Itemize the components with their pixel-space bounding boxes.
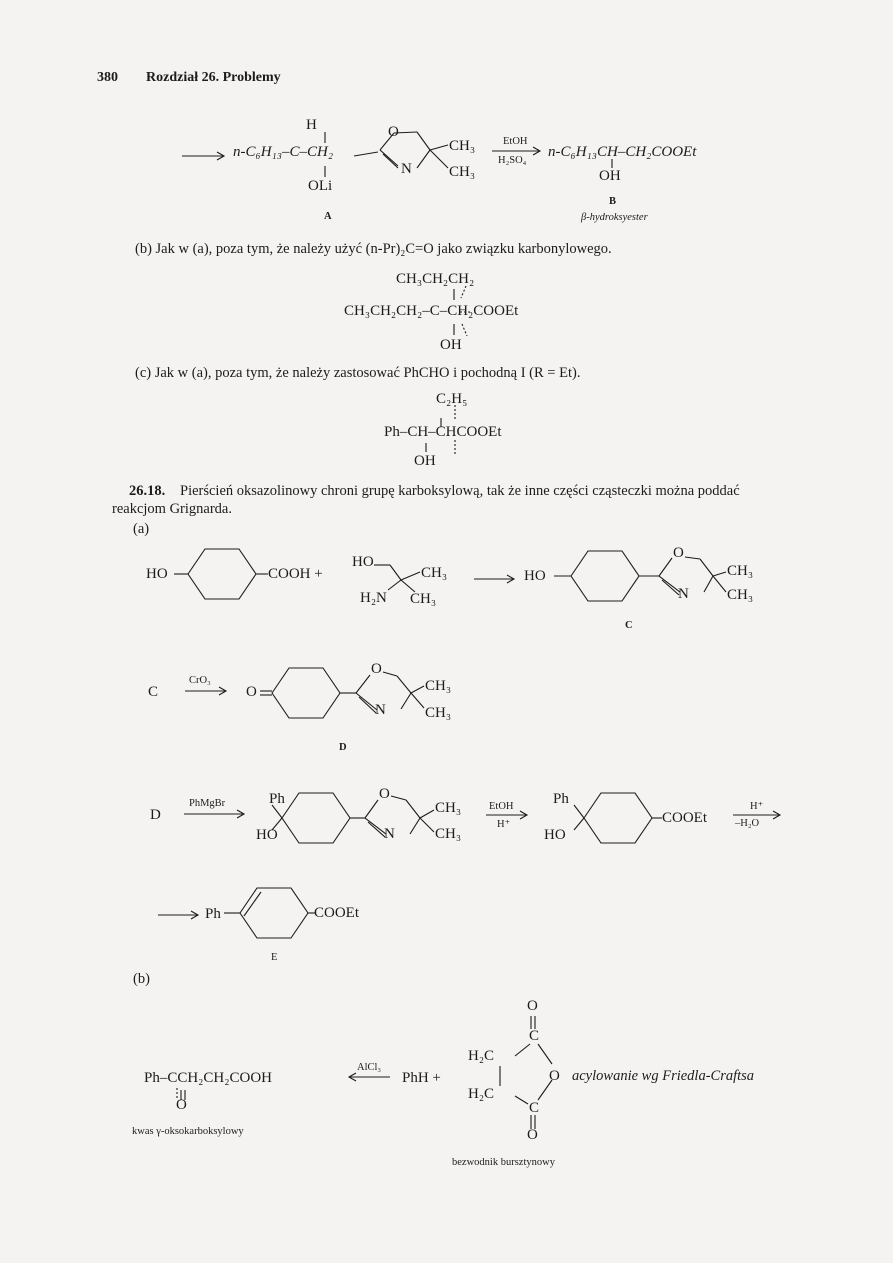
product-d-ch3-a: CH₃ xyxy=(425,678,452,694)
ch3-bottom-label: CH₃ xyxy=(449,164,476,180)
problem-text-line2: reakcjom Grignarda. xyxy=(112,501,232,517)
label-part-a: (a) xyxy=(133,521,150,537)
grignard-ph: Ph xyxy=(269,791,285,807)
product-c-o: O xyxy=(673,545,684,561)
product-d-ch3-b: CH₃ xyxy=(425,705,452,721)
reagent-h-plus-2: H⁺ xyxy=(750,801,764,812)
part-c-line2: Ph–CH–CHCOOEt xyxy=(384,424,502,440)
ch3-top-label: CH₃ xyxy=(449,138,476,154)
label-a: A xyxy=(324,211,332,222)
oxoacid-name: kwas γ-oksokarboksylowy xyxy=(132,1126,244,1137)
product-c-ch3-b: CH₃ xyxy=(727,587,754,603)
ester-ph: Ph xyxy=(553,791,569,807)
ester-ho: HO xyxy=(544,827,566,843)
problem-number: 26.18. xyxy=(129,483,166,499)
product-c-ho: HO xyxy=(524,568,546,584)
problem-text-line1: Pierścień oksazolinowy chroni grupę karboksylową, tak że inne części cząsteczki można poddać xyxy=(180,483,740,499)
ester-cooet: COOEt xyxy=(662,810,707,826)
reactant-formula: n-C₆H₁₃–C–CH₂ xyxy=(233,144,334,160)
ring-o-label: O xyxy=(388,124,399,140)
product-c-n: N xyxy=(678,586,689,602)
reagent-minus-h2o: –H₂O xyxy=(735,818,760,829)
anhydride-h2c-top: H₂C xyxy=(468,1048,495,1064)
anhydride-h2c-bottom: H₂C xyxy=(468,1086,495,1102)
product-d-n: N xyxy=(375,702,386,718)
anhydride-name: bezwodnik bursztynowy xyxy=(452,1157,555,1168)
reagent-alcl3: AlCl₃ xyxy=(357,1062,382,1073)
anhydride-o-bottom: O xyxy=(527,1127,538,1143)
reagent-etoh: EtOH xyxy=(503,136,528,147)
oxoacid-o: O xyxy=(176,1097,187,1113)
aminoalcohol-ch3-a: CH₃ xyxy=(421,565,448,581)
grignard-n: N xyxy=(384,826,395,842)
ho-label: HO xyxy=(146,566,168,582)
product-e-cooet: COOEt xyxy=(314,905,359,921)
label-d: D xyxy=(339,742,347,753)
part-b-text: (b) Jak w (a), poza tym, że należy użyć (n-Pr)₂C=O jako związku karbonylowego. xyxy=(135,241,612,257)
chapter-title: Rozdział 26. Problemy xyxy=(146,70,281,85)
label-b: B xyxy=(609,196,617,207)
beta-hydroxyester-name: β-hydroksyester xyxy=(581,212,648,223)
label-e: E xyxy=(271,952,278,963)
anhydride-c-top: C xyxy=(529,1028,540,1044)
part-c-oh: OH xyxy=(414,453,436,469)
product-b-formula: n-C₆H₁₃CH–CH₂COOEt xyxy=(548,144,697,160)
h-label: H xyxy=(306,117,317,133)
page-number: 380 xyxy=(97,70,118,85)
grignard-ch3-a: CH₃ xyxy=(435,800,462,816)
cooh-plus-label: COOH + xyxy=(268,566,323,582)
oli-label: OLi xyxy=(308,178,333,194)
label-c: C xyxy=(625,620,633,631)
part-c-line1: C₂H₅ xyxy=(436,391,468,407)
d-start-c: C xyxy=(148,684,159,700)
reagent-phmgbr: PhMgBr xyxy=(189,798,226,809)
ring-n-label: N xyxy=(401,161,412,177)
anhydride-ring-o: O xyxy=(549,1068,560,1084)
product-c-ch3-a: CH₃ xyxy=(727,563,754,579)
label-part-b: (b) xyxy=(133,971,150,987)
oxoacid-formula: Ph–CCH₂CH₂COOH xyxy=(144,1070,272,1086)
part-b-line2: CH₃CH₂CH₂–C–CH₂COOEt xyxy=(344,303,519,319)
aminoalcohol-ch3-b: CH₃ xyxy=(410,591,437,607)
part-b-oh: OH xyxy=(440,337,462,353)
reagent-h-plus: H⁺ xyxy=(497,819,511,830)
aminoalcohol-h2n: H₂N xyxy=(360,590,387,606)
reagent-cro3: CrO₃ xyxy=(189,675,211,686)
e-start-d: D xyxy=(150,807,161,823)
keto-o: O xyxy=(246,684,257,700)
part-b-line1: CH₃CH₂CH₂ xyxy=(396,271,475,287)
product-e-ph: Ph xyxy=(205,906,221,922)
grignard-ho: HO xyxy=(256,827,278,843)
friedel-crafts-note: acylowanie wg Friedla-Craftsa xyxy=(572,1068,755,1084)
grignard-ch3-b: CH₃ xyxy=(435,826,462,842)
product-b-oh: OH xyxy=(599,168,621,184)
part-c-text: (c) Jak w (a), poza tym, że należy zastosować PhCHO i pochodną I (R = Et). xyxy=(135,365,581,381)
product-d-o: O xyxy=(371,661,382,677)
anhydride-o-top: O xyxy=(527,998,538,1014)
aminoalcohol-ho: HO xyxy=(352,554,374,570)
reagent-h2so4: H₂SO₄ xyxy=(498,155,527,166)
anhydride-c-bottom: C xyxy=(529,1100,540,1116)
benzene-plus: PhH + xyxy=(402,1070,441,1086)
grignard-o: O xyxy=(379,786,390,802)
reagent-etoh-2: EtOH xyxy=(489,801,514,812)
